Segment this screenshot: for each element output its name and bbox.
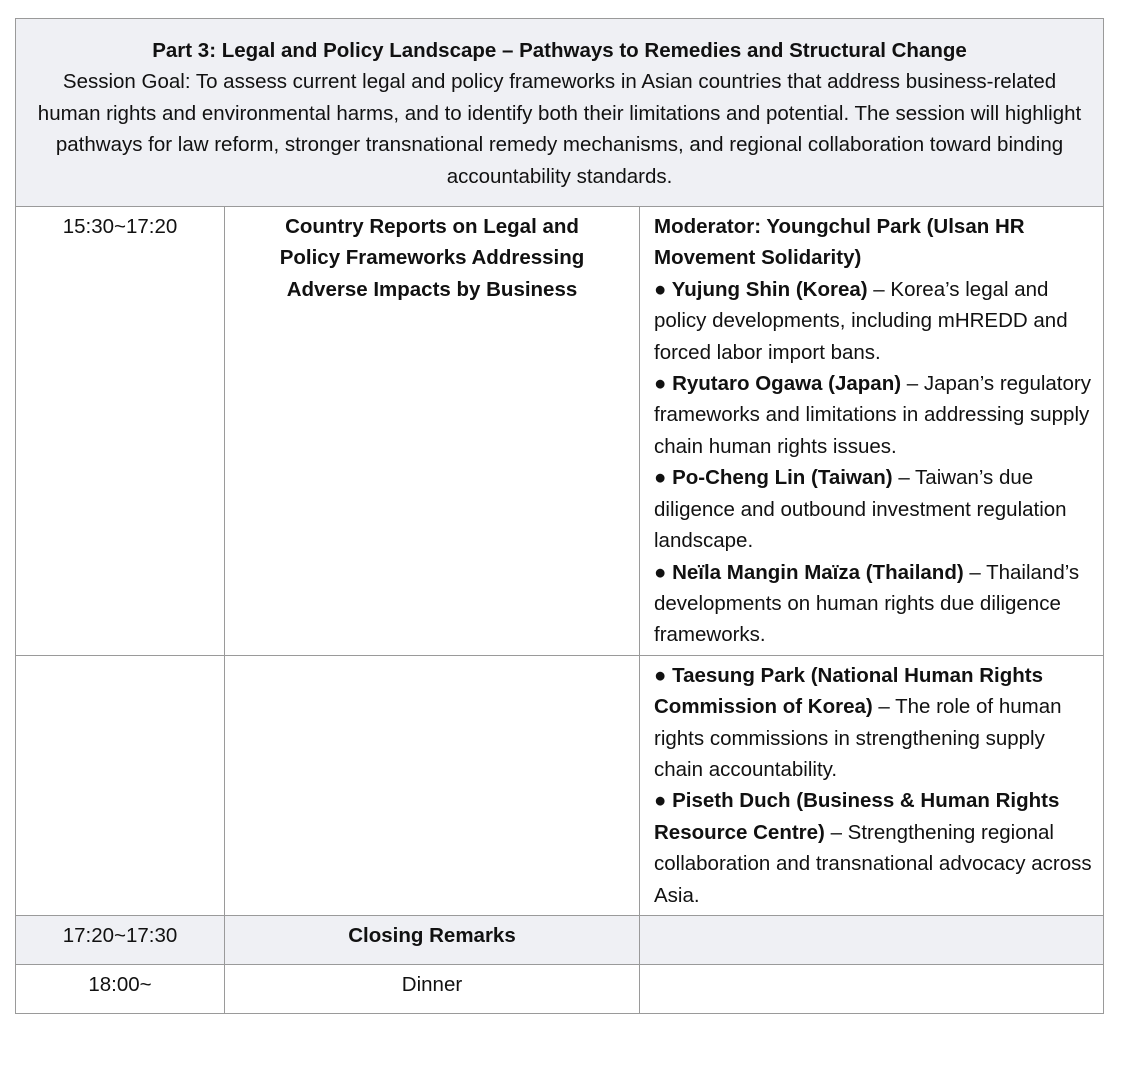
- speaker-topic: – Strengthening regional collaboration and transnational advocacy across Asia.: [654, 820, 1092, 907]
- speaker-topic: – Taiwan’s due diligence and outbound investment regulation landscape.: [654, 466, 1067, 553]
- speakers-cell: [640, 655, 1104, 915]
- speakers-cell: [640, 915, 1104, 964]
- speaker-topic: – Thailand’s developments on human rights due diligence frameworks.: [654, 560, 1080, 647]
- speaker-name: ● Po-Cheng Lin (Taiwan): [654, 466, 893, 490]
- speaker-name: ● Piseth Duch (Business & Human Rights Resource Centre): [654, 789, 1060, 844]
- speaker-item: [654, 557, 1097, 651]
- table-row: [16, 207, 1104, 656]
- speaker-item: [654, 462, 1097, 556]
- speaker-item: [654, 785, 1097, 911]
- speaker-name: ● Ryutaro Ogawa (Japan): [654, 372, 902, 396]
- session-header-row: [16, 19, 1104, 207]
- speakers-cell: [640, 964, 1104, 1013]
- speaker-item: [654, 368, 1097, 462]
- session-title: Dinner: [225, 964, 640, 1013]
- session-title: [225, 655, 640, 915]
- time-cell: 17:20~17:30: [16, 915, 225, 964]
- part-title: Part 3: Legal and Policy Landscape – Pathways to Remedies and Structural Change: [152, 39, 967, 62]
- agenda-table: [15, 18, 1104, 1014]
- speaker-topic: – The role of human rights commissions in strengthening supply chain accountability.: [654, 695, 1062, 781]
- speaker-topic: – Korea’s legal and policy developments, including mHREDD and forced labor import bans.: [654, 277, 1068, 364]
- session-title: Country Reports on Legal and Policy Frameworks Addressing Adverse Impacts by Business: [225, 207, 640, 656]
- time-cell: 18:00~: [16, 964, 225, 1013]
- moderator: Moderator: Youngchul Park (Ulsan HR Movement Solidarity): [654, 215, 1025, 270]
- table-row: [16, 915, 1104, 964]
- speakers-cell: [640, 207, 1104, 656]
- speaker-topic: – Japan’s regulatory frameworks and limitations in addressing supply chain human rights issues.: [654, 372, 1091, 458]
- session-header: [16, 19, 1104, 207]
- table-row: [16, 655, 1104, 915]
- time-cell: 15:30~17:20: [16, 207, 225, 656]
- speaker-name: ● Taesung Park (National Human Rights Commission of Korea): [654, 663, 1044, 719]
- speaker-item: [654, 274, 1097, 368]
- session-goal: Session Goal: To assess current legal and policy frameworks in Asian countries that address business-related human rights and environmental harms, and to identify both their limitations and potential. The session will highlight pathways for law reform, stronger transnational remedy mechanisms, and regional collaboration toward binding accountability standards.: [37, 70, 1082, 188]
- speaker-name: ● Neïla Mangin Maïza (Thailand): [654, 560, 964, 584]
- speaker-name: ● Yujung Shin (Korea): [654, 277, 868, 301]
- time-cell: [16, 655, 225, 915]
- speaker-item: [654, 660, 1097, 786]
- table-row: [16, 964, 1104, 1013]
- session-title: Closing Remarks: [225, 915, 640, 964]
